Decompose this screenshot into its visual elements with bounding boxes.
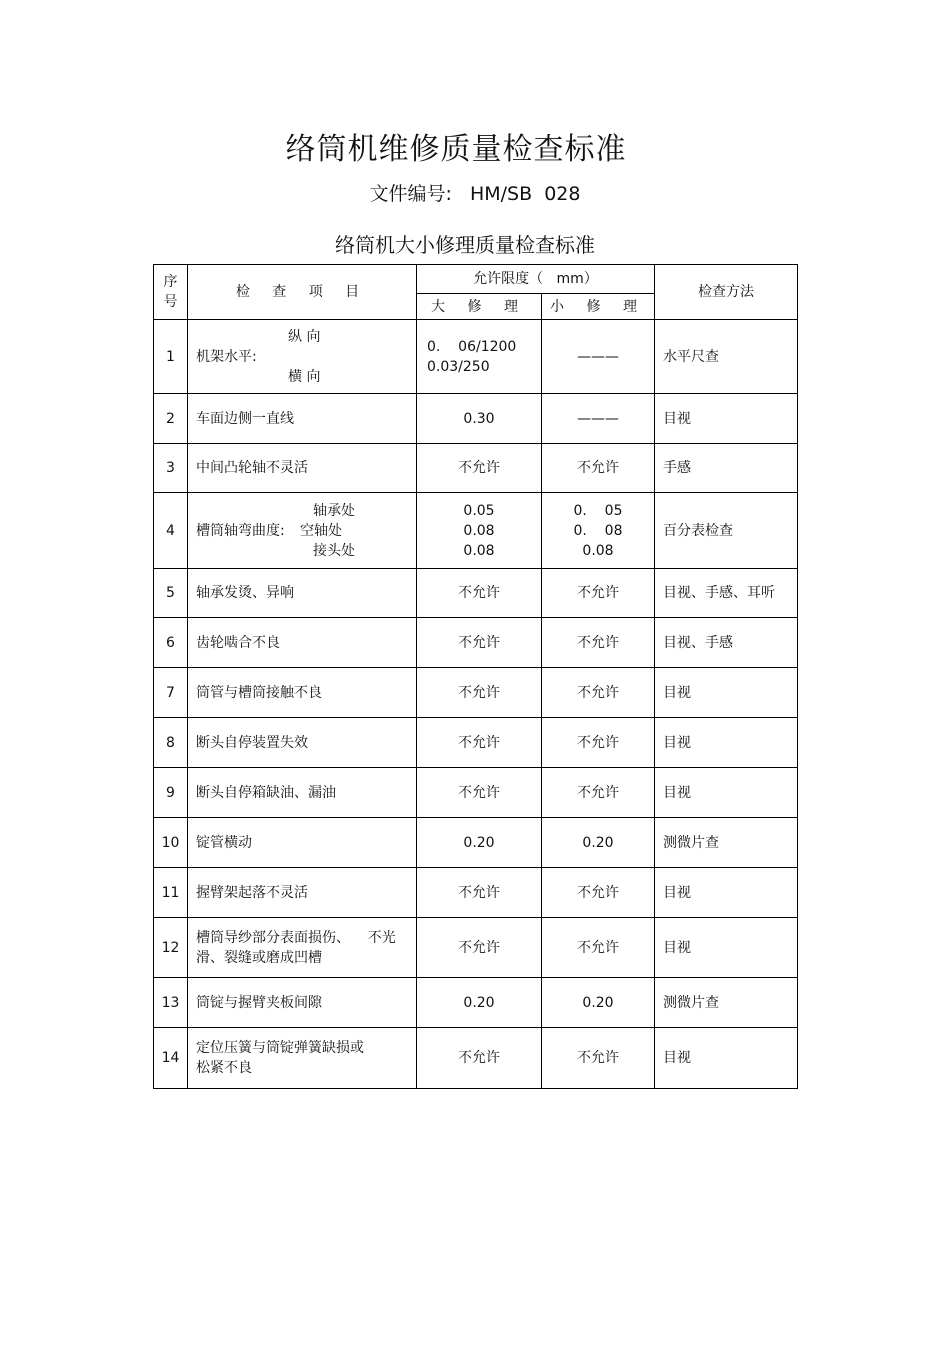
table-row bbox=[154, 918, 798, 978]
major-value-3: 0.08 bbox=[463, 542, 495, 559]
item-sub-mid: 空轴处 bbox=[300, 522, 342, 539]
row-number: 10 bbox=[154, 818, 188, 868]
table-row bbox=[154, 718, 798, 768]
item-cell: 筒管与槽筒接触不良 bbox=[188, 668, 417, 718]
table-row bbox=[154, 668, 798, 718]
header-minor-label: 小 修 理 bbox=[550, 298, 646, 315]
item-label: 机架水平: bbox=[196, 348, 257, 365]
item-cell: 轴承发烫、异响 bbox=[188, 569, 417, 618]
table-header-row bbox=[154, 265, 798, 294]
minor-cell: 不允许 bbox=[542, 768, 655, 818]
major-value-1: 0.05 bbox=[463, 502, 495, 519]
minor-cell: 不允许 bbox=[542, 918, 655, 978]
table-row bbox=[154, 320, 798, 394]
header-tolerance: 允许限度（ mm） bbox=[417, 265, 655, 294]
document-number-label: 文件编号: bbox=[369, 183, 452, 205]
header-major-repair bbox=[417, 294, 542, 320]
document-number bbox=[0, 179, 950, 209]
table-row bbox=[154, 1028, 798, 1089]
page-title: 络筒机维修质量检查标准 bbox=[285, 132, 627, 167]
major-value-2: 0.03/250 bbox=[427, 358, 490, 375]
item-label: 槽筒轴弯曲度: bbox=[196, 522, 285, 539]
row-number: 4 bbox=[154, 493, 188, 569]
row-number: 5 bbox=[154, 569, 188, 618]
table-row bbox=[154, 978, 798, 1028]
minor-cell: ——— bbox=[542, 394, 655, 444]
item-sub-bottom: 横 向 bbox=[288, 368, 321, 385]
method-cell: 水平尺查 bbox=[655, 320, 798, 394]
header-seq bbox=[154, 265, 188, 320]
method-cell: 手感 bbox=[655, 444, 798, 493]
minor-cell: 0.20 bbox=[542, 978, 655, 1028]
item-line-1: 定位压簧与筒锭弹簧缺损或 bbox=[196, 1040, 364, 1056]
item-cell: 车面边侧一直线 bbox=[188, 394, 417, 444]
table-row bbox=[154, 868, 798, 918]
table-row bbox=[154, 818, 798, 868]
item-cell: 握臂架起落不灵活 bbox=[188, 868, 417, 918]
major-cell: 不允许 bbox=[417, 718, 542, 768]
major-cell: 0.20 bbox=[417, 818, 542, 868]
item-cell: 中间凸轮轴不灵活 bbox=[188, 444, 417, 493]
method-cell: 测微片查 bbox=[655, 978, 798, 1028]
method-cell: 测微片查 bbox=[655, 818, 798, 868]
method-cell: 目视 bbox=[655, 668, 798, 718]
table-row bbox=[154, 444, 798, 493]
document-number-value: HM/SB 028 bbox=[469, 183, 581, 205]
row-number: 12 bbox=[154, 918, 188, 978]
item-line-1: 槽筒导纱部分表面损伤、 不光 bbox=[196, 929, 396, 946]
minor-cell: 不允许 bbox=[542, 868, 655, 918]
major-cell: 不允许 bbox=[417, 1028, 542, 1089]
table-row bbox=[154, 569, 798, 618]
table-row bbox=[154, 394, 798, 444]
item-line-2: 松紧不良 bbox=[196, 1060, 252, 1076]
major-cell: 0.20 bbox=[417, 978, 542, 1028]
major-cell: 不允许 bbox=[417, 918, 542, 978]
minor-value-1: 0. 05 bbox=[573, 502, 623, 519]
minor-value-2: 0. 08 bbox=[573, 522, 623, 539]
row-number: 3 bbox=[154, 444, 188, 493]
row-number: 1 bbox=[154, 320, 188, 394]
method-cell: 目视 bbox=[655, 394, 798, 444]
header-item-label: 检 查 项 目 bbox=[235, 284, 369, 300]
minor-value-3: 0.08 bbox=[582, 542, 614, 559]
item-cell bbox=[188, 320, 417, 394]
row-number: 7 bbox=[154, 668, 188, 718]
table-title: 络筒机大小修理质量检查标准 bbox=[335, 233, 595, 257]
minor-cell: 不允许 bbox=[542, 1028, 655, 1089]
header-method: 检查方法 bbox=[655, 265, 798, 320]
major-cell: 不允许 bbox=[417, 569, 542, 618]
item-sub-top: 轴承处 bbox=[313, 502, 355, 519]
method-cell: 目视 bbox=[655, 918, 798, 978]
row-number: 2 bbox=[154, 394, 188, 444]
row-number: 14 bbox=[154, 1028, 188, 1089]
item-cell: 断头自停箱缺油、漏油 bbox=[188, 768, 417, 818]
row-number: 6 bbox=[154, 618, 188, 668]
row-number: 8 bbox=[154, 718, 188, 768]
header-minor-repair bbox=[542, 294, 655, 320]
method-cell: 目视 bbox=[655, 868, 798, 918]
item-sub-bottom: 接头处 bbox=[313, 542, 355, 559]
item-sub-top: 纵 向 bbox=[288, 328, 321, 345]
minor-cell: 不允许 bbox=[542, 668, 655, 718]
major-cell: 不允许 bbox=[417, 444, 542, 493]
item-cell bbox=[188, 1028, 417, 1089]
minor-cell: ——— bbox=[542, 320, 655, 394]
method-cell: 目视 bbox=[655, 1028, 798, 1089]
method-cell: 目视、手感 bbox=[655, 618, 798, 668]
table-row bbox=[154, 618, 798, 668]
major-cell: 不允许 bbox=[417, 868, 542, 918]
minor-cell bbox=[542, 493, 655, 569]
major-cell: 不允许 bbox=[417, 618, 542, 668]
major-cell bbox=[417, 320, 542, 394]
minor-cell: 0.20 bbox=[542, 818, 655, 868]
method-cell: 目视、手感、耳听 bbox=[655, 569, 798, 618]
minor-cell: 不允许 bbox=[542, 618, 655, 668]
method-cell: 目视 bbox=[655, 718, 798, 768]
table-row bbox=[154, 493, 798, 569]
item-cell: 齿轮啮合不良 bbox=[188, 618, 417, 668]
row-number: 9 bbox=[154, 768, 188, 818]
row-number: 11 bbox=[154, 868, 188, 918]
major-value-2: 0.08 bbox=[463, 522, 495, 539]
major-cell: 不允许 bbox=[417, 768, 542, 818]
method-cell: 目视 bbox=[655, 768, 798, 818]
row-number: 13 bbox=[154, 978, 188, 1028]
header-item bbox=[188, 265, 417, 320]
item-cell bbox=[188, 918, 417, 978]
item-cell bbox=[188, 493, 417, 569]
minor-cell: 不允许 bbox=[542, 569, 655, 618]
major-cell: 0.30 bbox=[417, 394, 542, 444]
minor-cell: 不允许 bbox=[542, 444, 655, 493]
header-major-label: 大 修 理 bbox=[431, 298, 527, 315]
table-row bbox=[154, 768, 798, 818]
item-line-2: 滑、裂缝或磨成凹槽 bbox=[196, 949, 322, 966]
item-cell: 锭管横动 bbox=[188, 818, 417, 868]
item-cell: 筒锭与握臂夹板间隙 bbox=[188, 978, 417, 1028]
major-cell: 不允许 bbox=[417, 668, 542, 718]
header-seq-line-2: 号 bbox=[163, 294, 178, 310]
inspection-standard-table bbox=[153, 264, 798, 1089]
header-seq-line-1: 序 bbox=[163, 274, 178, 290]
major-value-1: 0. 06/1200 bbox=[427, 338, 517, 355]
minor-cell: 不允许 bbox=[542, 718, 655, 768]
major-cell bbox=[417, 493, 542, 569]
method-cell: 百分表检查 bbox=[655, 493, 798, 569]
item-cell: 断头自停装置失效 bbox=[188, 718, 417, 768]
